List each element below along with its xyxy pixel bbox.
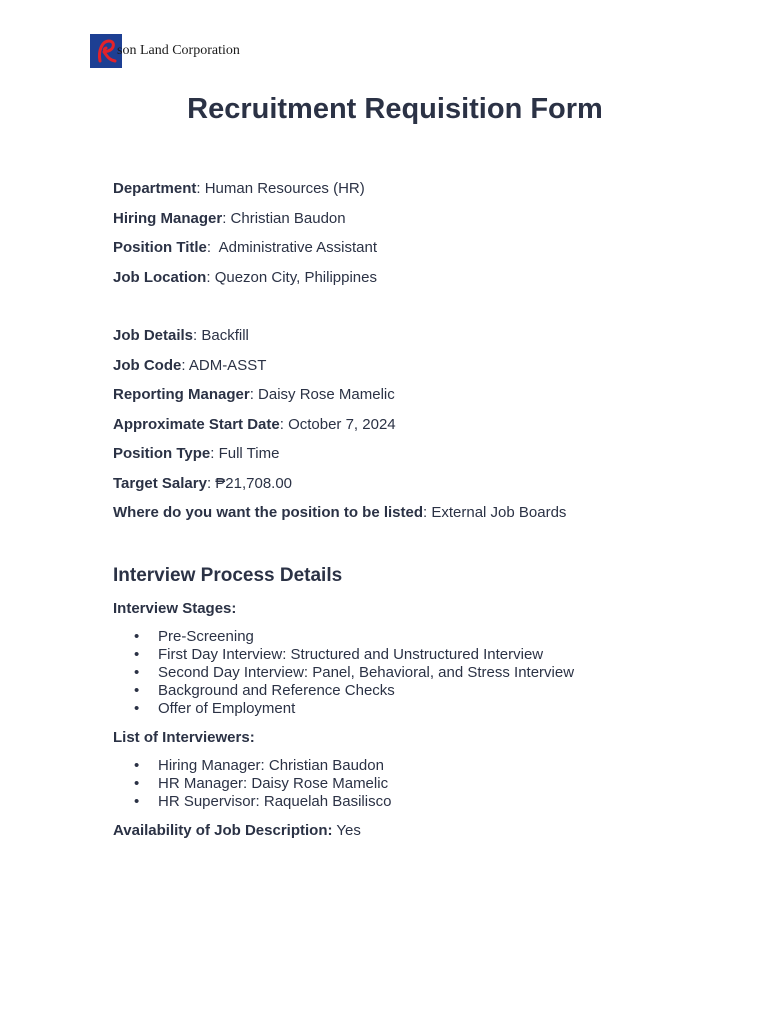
field-row: [113, 356, 733, 375]
field-row: [113, 503, 733, 522]
list-item: • HR Supervisor: Raquelah Basilisco: [158, 793, 733, 811]
field-separator: :: [206, 474, 216, 492]
company-logo: [90, 34, 240, 68]
field-value: External Job Boards: [431, 504, 567, 521]
field-separator: :: [279, 415, 289, 433]
field-value: Christian Baudon: [230, 209, 346, 227]
field-row: [113, 209, 733, 228]
field-value: Administrative Assistant: [218, 239, 377, 256]
field-label: Position Type: [113, 445, 211, 462]
field-label: Reporting Manager: [113, 386, 250, 403]
field-label: Job Details: [113, 327, 194, 344]
field-row: [113, 268, 733, 287]
field-separator: :: [206, 268, 215, 286]
field-label: Hiring Manager: [113, 209, 223, 227]
field-label: Department: [113, 180, 197, 197]
job-detail-fields: [113, 326, 733, 522]
field-value: Daisy Rose Mamelic: [258, 386, 395, 403]
field-label: Position Title: [113, 239, 207, 256]
field-separator: :: [222, 209, 231, 227]
list-item: • Background and Reference Checks: [158, 682, 733, 700]
field-row: [113, 326, 733, 345]
field-value: ADM-ASST: [188, 356, 267, 374]
field-separator: :: [206, 239, 219, 256]
field-label: Job Location: [113, 268, 207, 286]
interview-heading: Interview Process Details: [113, 564, 343, 586]
field-value: Quezon City, Philippines: [214, 268, 377, 286]
list-item: • Offer of Employment: [158, 700, 733, 718]
job-description-availability: [113, 821, 733, 840]
interview-stages-label: Interview Stages:: [113, 599, 237, 617]
list-item: • Pre-Screening: [158, 628, 733, 646]
field-value: Full Time: [218, 445, 280, 462]
list-item: • Hiring Manager: Christian Baudon: [158, 757, 733, 775]
field-row: [113, 385, 733, 404]
list-item: • HR Manager: Daisy Rose Mamelic: [158, 775, 733, 793]
page-title: Recruitment Requisition Form: [187, 93, 603, 125]
field-separator: :: [193, 327, 202, 344]
field-row: [113, 474, 733, 493]
availability-label: Availability of Job Description:: [113, 821, 333, 839]
interview-stages-list: [113, 628, 733, 718]
field-value: October 7, 2024: [288, 415, 396, 433]
field-row: [113, 444, 733, 463]
field-row: [113, 415, 733, 434]
basic-fields: [113, 179, 733, 287]
list-item: • Second Day Interview: Panel, Behavioral, and Stress Interview: [158, 664, 733, 682]
availability-value: Yes: [336, 821, 361, 839]
field-label: Approximate Start Date: [113, 415, 280, 433]
field-value: ₱21,708.00: [215, 474, 293, 492]
field-label: Where do you want the position to be listed: [113, 504, 424, 521]
field-separator: :: [423, 504, 432, 521]
list-item: • First Day Interview: Structured and Unstructured Interview: [158, 646, 733, 664]
field-value: Backfill: [201, 327, 249, 344]
company-name: son Land Corporation: [117, 43, 240, 58]
field-separator: :: [210, 445, 219, 462]
interviewers-label: List of Interviewers:: [113, 728, 255, 746]
interviewers-list: [113, 757, 733, 811]
logo-r-icon: [94, 37, 118, 65]
field-separator: :: [196, 180, 205, 197]
form-content: [113, 179, 733, 840]
field-value: Human Resources (HR): [204, 180, 365, 197]
field-separator: :: [181, 356, 189, 374]
field-row: [113, 238, 733, 257]
field-separator: :: [249, 386, 259, 403]
field-row: [113, 179, 733, 198]
field-label: Job Code: [113, 356, 182, 374]
field-label: Target Salary: [113, 474, 207, 492]
